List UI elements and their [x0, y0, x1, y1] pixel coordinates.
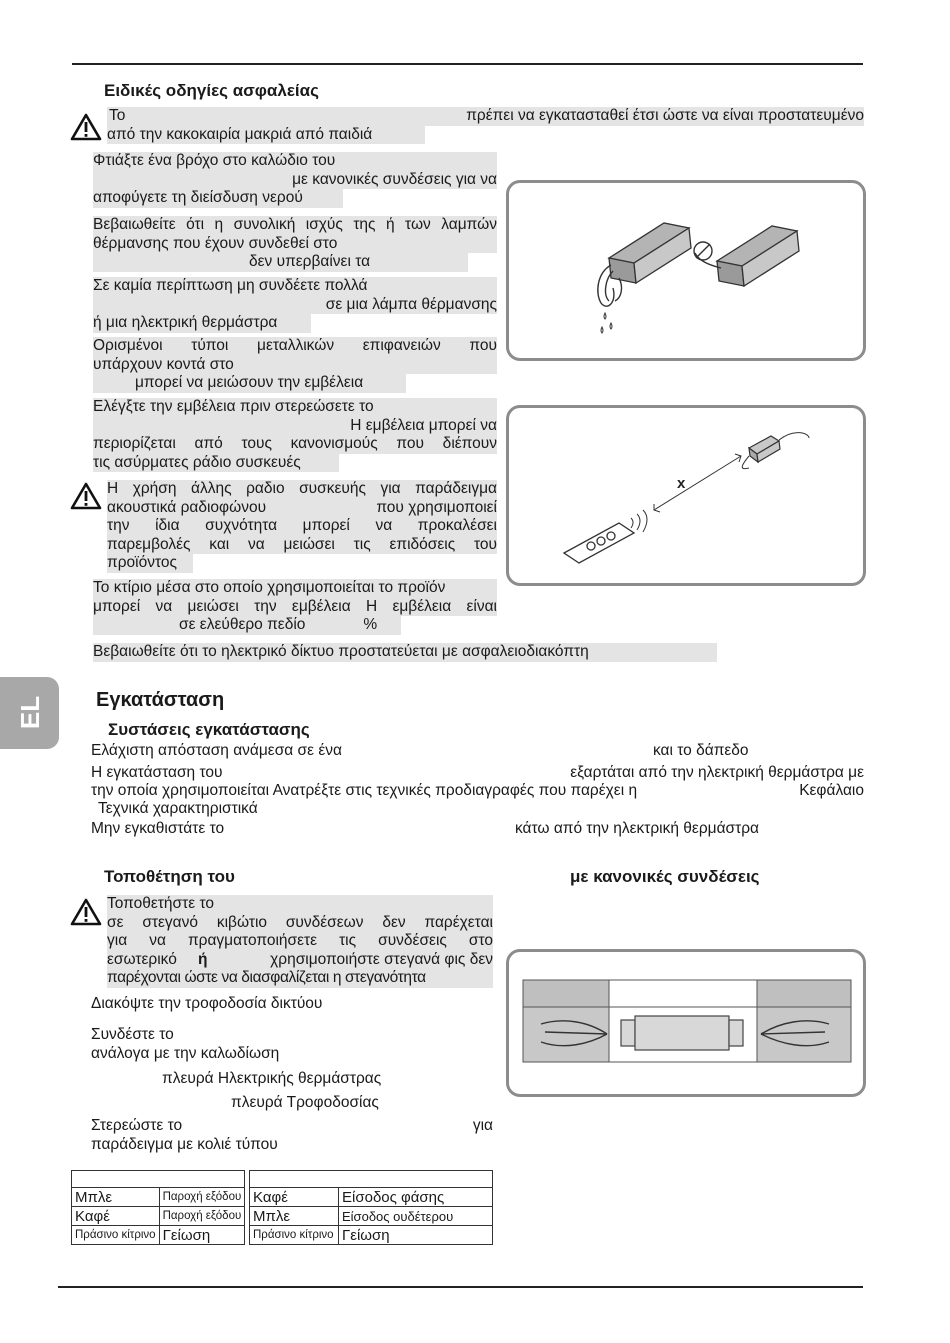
paragraph-metal-surfaces: Ορισμένοι τύποι μεταλλικών επιφανειών που υπάρχουν κοντά στο μπορεί να μειώσουν την εμβέλεια — [93, 337, 497, 391]
safety-title: Ειδικές οδηγίες ασφαλείας — [104, 81, 319, 100]
recommendations-title: Συστάσεις εγκατάστασης — [108, 720, 310, 739]
step-connect: Συνδέστε το ανάλογα με την καλωδίωση — [91, 1026, 280, 1062]
table-header — [250, 1171, 493, 1188]
installation-title: Εγκατάσταση — [96, 689, 225, 711]
paragraph-cable-loop: Φτιάξτε ένα βρόχο στο καλώδιο του με κανονικές συνδέσεις για να αποφύγετε τη διείσδυση νερού — [93, 152, 497, 206]
warning-paragraph-3: Τοποθετήστε το σε στεγανό κιβώτιο συνδέσεων δεν παρέχεται για να πραγματοποιήσετε τις συνδέσεις στο εσωτερικό ή χρησιμοποιήστε στεγανά φις δεν παρέχονται ώστε να διασφαλίζεται η στεγανότητα — [107, 895, 493, 986]
table-heater-side — [71, 1170, 245, 1245]
paragraph-range-check: Ελέγξτε την εμβέλεια πριν στερεώσετε το Η εμβέλεια μπορεί να περιορίζεται από τους κανονισμούς που διέπουν τις ασύρματες ράδιο συσκευές — [93, 398, 497, 471]
remote-range-illustration — [509, 408, 863, 583]
wiring-diagram — [509, 952, 863, 1094]
paragraph-circuit-breaker: Βεβαιωθείτε ότι το ηλεκτρικό δίκτυο προστατεύεται με ασφαλειοδιακόπτη — [93, 643, 717, 662]
illustration-wiring — [506, 949, 866, 1097]
range-label: x — [677, 475, 686, 492]
paragraph-multiple-connection: Σε καμία περίπτωση μη συνδέετε πολλά σε μια λάμπα θέρμανσης ή μια ηλεκτρική θερμάστρα — [93, 277, 497, 331]
receiver-cable-illustration — [509, 183, 863, 358]
bottom-rule — [58, 1286, 863, 1288]
table-row: Πράσινο κίτρινο Γείωση — [72, 1226, 245, 1245]
step-connect-heater-side: πλευρά Ηλεκτρικής θερμάστρας — [162, 1070, 382, 1087]
paragraph-building-range: Το κτίριο μέσα στο οποίο χρησιμοποιείται το προϊόν μπορεί να μειώσει την εμβέλεια Η εμβέλεια είναι σε ελεύθερο πεδίο % — [93, 579, 497, 633]
table-header — [72, 1171, 245, 1188]
step-power-off: Διακόψτε την τροφοδοσία δικτύου — [91, 995, 323, 1012]
recommendation-2: Η εγκατάσταση του εξαρτάται από την ηλεκτρική θερμάστρα με την οποία χρησιμοποιείται Ανατρέξτε στις τεχνικές προδιαγραφές που παρέχει η Κεφάλαιο Τεχνικά χαρακτηριστικά — [91, 764, 864, 817]
table-row: Μπλε Είσοδος ουδέτερου — [250, 1207, 493, 1226]
table-row: Πράσινο κίτρινο Γείωση — [250, 1226, 493, 1245]
language-tab: EL — [0, 677, 59, 749]
warning-icon — [70, 113, 102, 141]
warning-paragraph-1: Το πρέπει να εγκατασταθεί έτσι ώστε να είναι προστατευμένο από την κακοκαιρία μακριά από παιδιά — [107, 107, 864, 143]
recommendation-1: Ελάχιστη απόσταση ανάμεσα σε ένα και το δάπεδο — [91, 742, 749, 759]
step-fasten: Στερεώστε το για παράδειγμα με κολιέ τύπου — [91, 1117, 493, 1153]
warning-icon — [70, 482, 102, 510]
recommendation-3: Μην εγκαθιστάτε το κάτω από την ηλεκτρική θερμάστρα — [91, 820, 760, 837]
top-rule — [72, 63, 863, 65]
table-supply-side — [249, 1170, 493, 1245]
warning-icon — [70, 898, 102, 926]
mounting-title: Τοποθέτηση του με κανονικές συνδέσεις — [104, 867, 760, 886]
illustration-range — [506, 405, 866, 586]
paragraph-total-power: Βεβαιωθείτε ότι η συνολική ισχύς της ή των λαμπών θέρμανσης που έχουν συνδεθεί στο δεν υπερβαίνει τα — [93, 216, 497, 270]
table-row: Μπλε Παροχή εξόδου — [72, 1188, 245, 1207]
illustration-cable-loop — [506, 180, 866, 361]
warning-paragraph-2: Η χρήση άλλης ραδιο συσκευής για παράδειγμα ακουστικά ραδιοφώνου που χρησιμοποιεί την ίδια συχνότητα μπορεί να προκαλέσει παρεμβολές και να μειώσει τις επιδόσεις του προϊόντος — [107, 480, 497, 571]
step-connect-supply-side: πλευρά Τροφοδοσίας — [231, 1094, 379, 1111]
table-row: Καφέ Παροχή εξόδου — [72, 1207, 245, 1226]
table-row: Καφέ Είσοδος φάσης — [250, 1188, 493, 1207]
